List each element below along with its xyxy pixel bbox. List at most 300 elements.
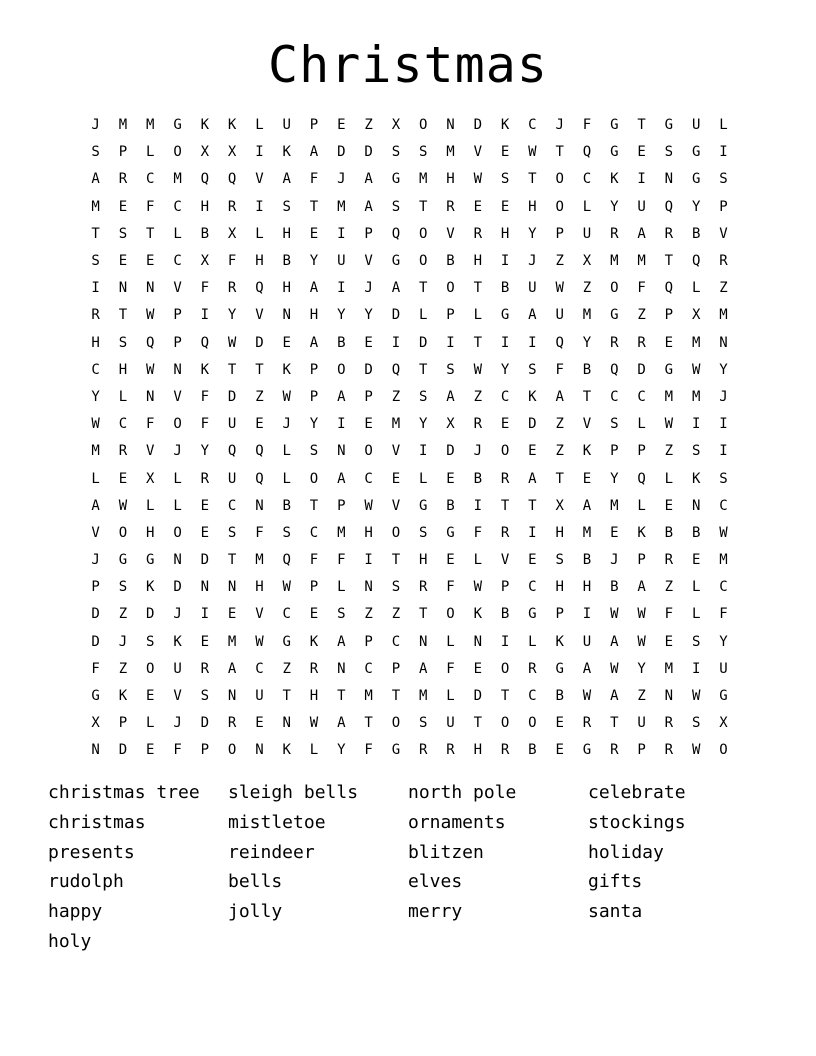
grid-letter: Q [582, 144, 592, 161]
grid-letter: R [500, 470, 510, 487]
grid-letter: Y [309, 253, 319, 270]
grid-letter: S [227, 524, 237, 541]
grid-letter: R [610, 742, 619, 759]
grid-letter: P [364, 225, 373, 242]
word-list-item: merry [408, 901, 463, 923]
grid-letter: S [118, 579, 128, 596]
grid-letter: Z [255, 388, 264, 405]
grid-letter: O [146, 660, 155, 677]
grid-letter: Y [337, 307, 346, 324]
grid-letter: E [364, 416, 373, 433]
grid-letter: C [227, 497, 237, 514]
grid-letter: A [637, 579, 646, 596]
grid-letter: A [91, 171, 100, 188]
grid-letter: T [555, 144, 564, 161]
grid-letter: H [446, 171, 455, 188]
grid-letter: F [337, 552, 346, 569]
grid-letter: M [610, 253, 619, 270]
grid-letter: Y [528, 225, 537, 242]
word-list-item: bells [228, 871, 283, 893]
grid-letter: V [173, 388, 182, 405]
grid-letter: B [473, 470, 483, 487]
grid-letter: N [364, 579, 373, 596]
grid-letter: L [173, 497, 182, 514]
grid-letter: S [719, 470, 728, 487]
grid-letter: T [309, 198, 319, 215]
grid-letter: O [500, 660, 510, 677]
grid-letter: Y [610, 198, 619, 215]
grid-letter: W [146, 361, 155, 378]
grid-letter: S [446, 361, 455, 378]
grid-letter: G [91, 688, 100, 705]
grid-letter: D [473, 688, 483, 705]
grid-row [82, 166, 737, 193]
grid-letter: T [255, 361, 264, 378]
grid-letter: E [146, 742, 155, 759]
grid-letter: E [227, 606, 237, 623]
grid-letter: R [637, 334, 646, 351]
grid-letter: T [227, 552, 237, 569]
grid-letter: R [610, 334, 619, 351]
grid-letter: H [282, 225, 291, 242]
grid-letter: P [555, 606, 564, 623]
grid-letter: Z [719, 280, 728, 297]
grid-letter: R [528, 660, 537, 677]
grid-letter: T [637, 117, 646, 134]
grid-letter: W [364, 497, 373, 514]
grid-letter: W [146, 307, 155, 324]
grid-letter: B [582, 361, 592, 378]
grid-letter: G [118, 552, 128, 569]
grid-letter: R [118, 443, 128, 460]
grid-letter: C [500, 388, 510, 405]
word-list-item: jolly [228, 901, 283, 923]
grid-letter: E [555, 715, 564, 732]
grid-letter: E [200, 497, 210, 514]
grid-letter: M [719, 307, 728, 324]
grid-letter: V [255, 171, 264, 188]
grid-letter: L [255, 117, 264, 134]
grid-letter: A [582, 660, 592, 677]
grid-letter: V [255, 307, 264, 324]
grid-letter: N [691, 497, 701, 514]
grid-letter: Q [282, 552, 291, 569]
grid-letter: W [528, 144, 537, 161]
grid-letter: R [200, 470, 210, 487]
grid-letter: B [528, 742, 537, 759]
grid-letter: W [309, 715, 319, 732]
grid-letter: L [664, 470, 674, 487]
grid-letter: R [664, 552, 674, 569]
grid-letter: C [173, 253, 182, 270]
grid-letter: B [691, 225, 701, 242]
grid-letter: I [91, 280, 100, 297]
grid-letter: N [255, 742, 264, 759]
grid-letter: V [173, 280, 182, 297]
grid-letter: Z [473, 388, 483, 405]
grid-letter: U [528, 280, 537, 297]
grid-letter: R [91, 307, 100, 324]
grid-letter: I [255, 144, 264, 161]
word-list-item: happy [48, 901, 103, 923]
grid-letter: A [337, 715, 346, 732]
grid-letter: P [309, 579, 319, 596]
grid-letter: D [473, 117, 483, 134]
grid-letter: R [227, 280, 237, 297]
grid-row [82, 194, 737, 221]
grid-letter: D [118, 742, 128, 759]
grid-letter: W [282, 388, 291, 405]
grid-letter: G [173, 117, 182, 134]
grid-letter: C [719, 579, 728, 596]
grid-letter: B [500, 606, 510, 623]
word-list-item: santa [588, 901, 643, 923]
grid-letter: Z [282, 660, 291, 677]
grid-row [82, 357, 737, 384]
grid-letter: Z [391, 606, 401, 623]
grid-letter: M [582, 524, 592, 541]
grid-letter: N [146, 388, 155, 405]
grid-letter: J [118, 633, 128, 650]
grid-letter: F [664, 606, 674, 623]
grid-letter: E [637, 144, 646, 161]
grid-letter: M [391, 416, 401, 433]
grid-letter: L [446, 633, 455, 650]
grid-letter: P [391, 660, 401, 677]
grid-letter: Z [364, 117, 373, 134]
grid-letter: O [227, 742, 237, 759]
grid-letter: R [418, 579, 428, 596]
grid-letter: C [282, 606, 291, 623]
grid-letter: X [227, 144, 237, 161]
grid-letter: R [446, 742, 455, 759]
grid-letter: H [418, 552, 428, 569]
grid-letter: U [173, 660, 182, 677]
grid-letter: R [309, 660, 319, 677]
grid-letter: S [391, 579, 401, 596]
grid-row [82, 601, 737, 628]
grid-letter: R [227, 715, 237, 732]
grid-letter: S [691, 715, 701, 732]
grid-letter: N [227, 688, 237, 705]
grid-letter: Y [200, 443, 210, 460]
grid-letter: A [528, 307, 537, 324]
word-list-item: celebrate [588, 782, 686, 803]
grid-letter: S [200, 688, 210, 705]
grid-letter: M [637, 253, 646, 270]
grid-letter: Q [691, 253, 701, 270]
grid-letter: S [418, 524, 428, 541]
grid-letter: M [418, 171, 428, 188]
grid-letter: C [118, 416, 128, 433]
grid-letter: G [691, 144, 701, 161]
grid-letter: T [582, 388, 592, 405]
grid-letter: V [500, 552, 510, 569]
grid-letter: E [500, 144, 510, 161]
grid-row [82, 629, 737, 656]
grid-letter: S [391, 144, 401, 161]
grid-letter: M [664, 660, 674, 677]
grid-letter: I [500, 633, 510, 650]
grid-letter: P [309, 388, 319, 405]
grid-letter: K [146, 579, 155, 596]
grid-letter: I [337, 225, 346, 242]
grid-letter: O [500, 715, 510, 732]
grid-letter: D [637, 361, 646, 378]
grid-letter: O [418, 225, 428, 242]
grid-letter: A [610, 633, 619, 650]
grid-letter: L [146, 144, 155, 161]
grid-letter: Q [391, 225, 401, 242]
grid-letter: W [610, 660, 619, 677]
grid-row [82, 520, 737, 547]
grid-letter: D [337, 144, 346, 161]
grid-letter: E [610, 524, 619, 541]
grid-letter: N [200, 579, 210, 596]
grid-letter: M [364, 688, 373, 705]
grid-letter: E [691, 552, 701, 569]
grid-letter: H [582, 579, 592, 596]
grid-letter: R [500, 742, 510, 759]
grid-letter: B [446, 253, 455, 270]
grid-letter: L [473, 307, 483, 324]
word-list-item: rudolph [48, 871, 124, 893]
grid-letter: I [719, 416, 728, 433]
grid-letter: P [500, 579, 510, 596]
grid-letter: B [664, 524, 674, 541]
grid-letter: L [255, 225, 264, 242]
grid-letter: T [473, 715, 483, 732]
grid-letter: D [364, 361, 373, 378]
grid-letter: R [473, 225, 483, 242]
grid-letter: Y [500, 361, 510, 378]
grid-letter: E [664, 633, 674, 650]
grid-letter: J [610, 552, 619, 569]
grid-letter: D [528, 416, 537, 433]
grid-letter: Q [255, 470, 264, 487]
grid-letter: L [418, 470, 428, 487]
grid-letter: E [391, 470, 401, 487]
grid-letter: T [337, 688, 346, 705]
grid-letter: L [146, 715, 155, 732]
grid-letter: S [500, 171, 510, 188]
grid-letter: H [282, 280, 291, 297]
grid-letter: F [637, 280, 646, 297]
grid-letter: R [200, 660, 210, 677]
grid-letter: X [691, 307, 701, 324]
grid-row [82, 574, 737, 601]
grid-letter: D [364, 144, 373, 161]
grid-letter: E [118, 198, 128, 215]
grid-letter: M [664, 388, 674, 405]
grid-letter: Z [118, 660, 128, 677]
grid-letter: F [309, 171, 319, 188]
grid-letter: O [364, 443, 373, 460]
grid-letter: A [364, 198, 373, 215]
grid-letter: Q [664, 280, 674, 297]
grid-letter: K [555, 633, 564, 650]
grid-letter: Z [555, 253, 564, 270]
grid-letter: I [337, 280, 346, 297]
grid-letter: X [446, 416, 455, 433]
grid-letter: F [582, 117, 592, 134]
grid-letter: J [282, 416, 291, 433]
grid-letter: J [173, 715, 182, 732]
grid-letter: D [418, 334, 428, 351]
grid-letter: Y [309, 416, 319, 433]
grid-letter: S [282, 524, 291, 541]
grid-letter: F [200, 280, 210, 297]
grid-letter: O [118, 524, 128, 541]
grid-letter: D [91, 633, 100, 650]
grid-letter: U [637, 715, 646, 732]
grid-letter: U [637, 198, 646, 215]
grid-letter: L [146, 497, 155, 514]
grid-letter: A [446, 388, 455, 405]
grid-letter: Z [637, 307, 646, 324]
grid-letter: I [691, 416, 701, 433]
grid-letter: L [91, 470, 100, 487]
grid-letter: K [282, 144, 291, 161]
grid-letter: M [610, 497, 619, 514]
grid-letter: E [446, 470, 455, 487]
grid-letter: S [418, 715, 428, 732]
grid-letter: Y [610, 470, 619, 487]
grid-letter: I [473, 497, 483, 514]
grid-letter: L [118, 388, 128, 405]
grid-letter: B [446, 497, 455, 514]
grid-letter: I [582, 606, 592, 623]
grid-letter: S [118, 334, 128, 351]
grid-letter: N [146, 280, 155, 297]
grid-letter: A [337, 388, 346, 405]
word-list-item: christmas tree [48, 782, 200, 803]
grid-letter: Q [391, 361, 401, 378]
grid-row [82, 330, 737, 357]
grid-letter: X [391, 117, 401, 134]
grid-letter: O [309, 470, 319, 487]
grid-letter: T [610, 715, 619, 732]
grid-letter: M [173, 171, 182, 188]
grid-letter: M [337, 198, 346, 215]
grid-letter: C [255, 660, 264, 677]
grid-letter: H [309, 307, 319, 324]
grid-letter: L [719, 117, 728, 134]
word-list [48, 778, 768, 957]
grid-letter: C [391, 633, 401, 650]
grid-letter: M [146, 117, 155, 134]
grid-letter: I [719, 144, 728, 161]
grid-letter: G [446, 524, 455, 541]
grid-letter: T [528, 171, 537, 188]
grid-letter: N [282, 307, 291, 324]
grid-letter: Q [227, 443, 237, 460]
grid-letter: Y [719, 633, 728, 650]
grid-letter: H [500, 225, 510, 242]
grid-letter: O [555, 171, 564, 188]
grid-letter: D [91, 606, 100, 623]
grid-letter: P [173, 307, 182, 324]
grid-letter: D [200, 715, 210, 732]
grid-letter: M [91, 443, 100, 460]
grid-letter: H [91, 334, 100, 351]
grid-letter: T [528, 497, 537, 514]
grid-letter: E [500, 198, 510, 215]
grid-letter: T [473, 334, 483, 351]
grid-letter: W [664, 416, 674, 433]
grid-letter: T [500, 688, 510, 705]
grid-letter: P [91, 579, 100, 596]
grid-letter: K [473, 606, 483, 623]
grid-letter: P [173, 334, 182, 351]
grid-letter: P [719, 198, 728, 215]
grid-letter: U [691, 117, 701, 134]
grid-letter: G [391, 742, 401, 759]
grid-letter: N [337, 443, 346, 460]
grid-letter: F [446, 579, 455, 596]
grid-letter: E [146, 253, 155, 270]
grid-letter: T [146, 225, 155, 242]
grid-letter: E [200, 633, 210, 650]
grid-letter: J [337, 171, 346, 188]
grid-letter: F [200, 416, 210, 433]
grid-letter: J [719, 388, 728, 405]
grid-letter: E [473, 660, 483, 677]
grid-letter: B [582, 552, 592, 569]
grid-letter: G [719, 688, 728, 705]
grid-letter: B [691, 524, 701, 541]
grid-letter: W [637, 633, 646, 650]
grid-letter: F [255, 524, 264, 541]
grid-letter: P [555, 225, 564, 242]
grid-letter: E [146, 688, 155, 705]
grid-letter: I [637, 171, 646, 188]
grid-letter: P [200, 742, 210, 759]
word-list-item: elves [408, 871, 463, 893]
grid-letter: M [582, 307, 592, 324]
grid-letter: X [91, 715, 100, 732]
grid-letter: B [555, 688, 564, 705]
grid-letter: T [555, 470, 564, 487]
grid-letter: O [719, 742, 728, 759]
grid-letter: Z [555, 443, 564, 460]
grid-letter: F [309, 552, 319, 569]
grid-letter: D [173, 579, 182, 596]
grid-letter: G [664, 361, 674, 378]
grid-letter: H [555, 579, 564, 596]
grid-letter: X [582, 253, 592, 270]
grid-letter: D [391, 307, 401, 324]
grid-letter: S [691, 633, 701, 650]
grid-letter: L [691, 280, 701, 297]
grid-letter: A [337, 470, 346, 487]
grid-letter: G [610, 117, 619, 134]
grid-letter: L [637, 416, 646, 433]
grid-letter: K [200, 117, 210, 134]
grid-letter: E [309, 225, 319, 242]
grid-letter: V [391, 497, 401, 514]
grid-letter: G [610, 144, 619, 161]
grid-letter: H [309, 688, 319, 705]
grid-letter: E [664, 334, 674, 351]
grid-letter: D [446, 443, 455, 460]
grid-letter: E [500, 416, 510, 433]
grid-letter: R [500, 524, 510, 541]
grid-letter: Q [637, 470, 646, 487]
grid-letter: L [446, 688, 455, 705]
grid-row [82, 493, 737, 520]
grid-letter: S [91, 253, 100, 270]
